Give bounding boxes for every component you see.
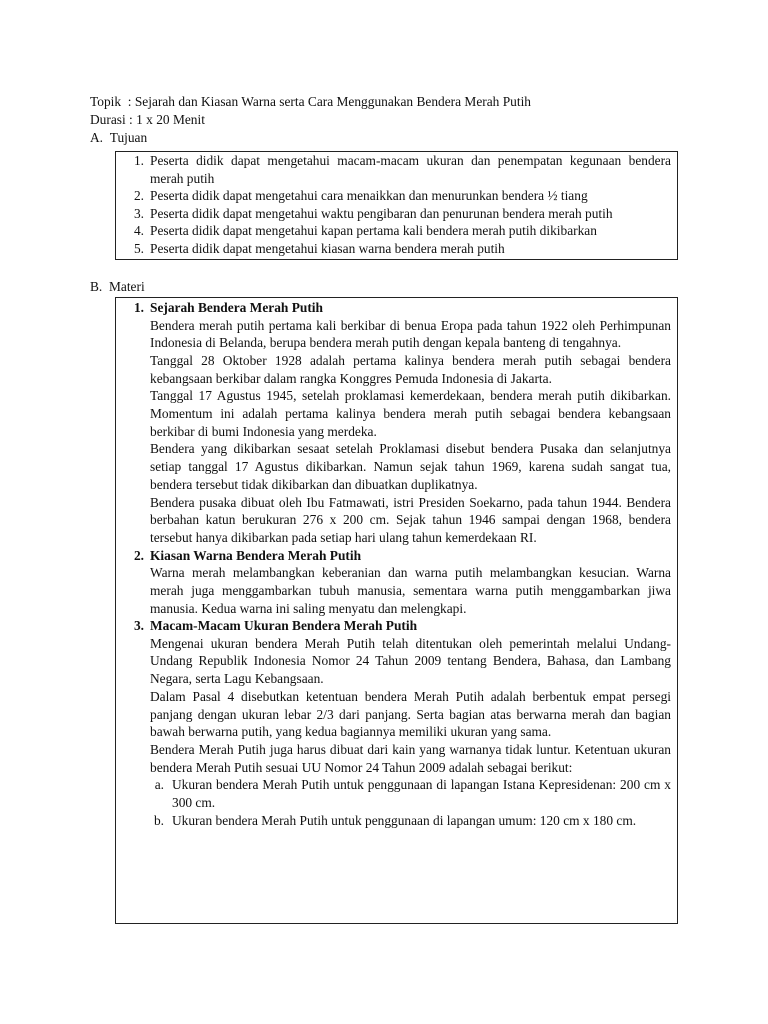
duration-line: Durasi : 1 x 20 Menit xyxy=(90,112,205,127)
list-letter: a. xyxy=(154,777,164,793)
objectives-box xyxy=(115,151,678,260)
paragraph: Warna merah melambangkan keberanian dan warna putih melambangkan kesucian. Warna merah juga menggambarkan tubuh manusia, sementara warna putih menggambarkan jiwa manusia. Kedua warna ini saling menyatu dan melengkapi. xyxy=(150,565,671,616)
subsection-num: 3. xyxy=(133,618,144,634)
section-b-letter: B. xyxy=(90,279,103,294)
materials-box xyxy=(115,297,678,924)
list-item xyxy=(150,776,671,811)
objective-item xyxy=(118,205,671,223)
list-item xyxy=(150,812,671,830)
objective-item xyxy=(118,240,671,258)
objective-text: Peserta didik dapat mengetahui cara menaikkan dan menurunkan bendera ½ tiang xyxy=(150,188,588,203)
paragraph: Bendera yang dikibarkan sesaat setelah Proklamasi disebut bendera Pusaka dan selanjutnya setiap tanggal 17 Agustus dikibarkan. Namun sejak tahun 1969, karena sudah sangat tua, bendera tersebut tidak dikibarkan dan dibuatkan duplikatnya. xyxy=(150,441,671,492)
paragraph: Bendera Merah Putih juga harus dibuat dari kain yang warnanya tidak luntur. Ketentuan ukuran bendera Merah Putih sesuai UU Nomor 24 Tahun 2009 adalah sebagai berikut: xyxy=(150,741,671,775)
section-b-heading xyxy=(90,278,145,296)
objective-text: Peserta didik dapat mengetahui waktu pengibaran dan penurunan bendera merah putih xyxy=(150,205,613,221)
paragraph: Dalam Pasal 4 disebutkan ketentuan bendera Merah Putih adalah berbentuk empat persegi panjang dengan ukuran lebar 2/3 dari panjang. Serta bagian atas berwarna merah dan bagian bawah berwarna putih, yang kedua bagiannya memiliki ukuran yang sama. xyxy=(150,688,671,740)
paragraph: Tanggal 17 Agustus 1945, setelah proklamasi kemerdekaan, bendera merah putih dikibarkan. Momentum ini adalah pertama kalinya bendera merah putih sebagai bendera kebangsaan berkibar di bumi Indonesia yang merdeka. xyxy=(150,388,671,439)
objective-num: 1. xyxy=(133,153,144,168)
paragraph: Bendera pusaka dibuat oleh Ibu Fatmawati, istri Presiden Soekarno, pada tahun 1944. Bendera berbahan katun berukuran 276 x 200 cm. Sejak tahun 1946 sampai dengan 1968, bendera tersebut hanya dikibarkan pada setiap hari ulang tahun kemerdekaan RI. xyxy=(150,494,671,545)
objective-num: 3. xyxy=(133,205,144,221)
objective-item xyxy=(118,187,671,205)
objective-num: 5. xyxy=(133,240,144,256)
objective-num: 2. xyxy=(133,188,144,203)
topic-value: : Sejarah dan Kiasan Warna serta Cara Menggunakan Bendera Merah Putih xyxy=(127,94,531,109)
paragraph: Tanggal 28 Oktober 1928 adalah pertama kalinya bendera merah putih sebagai bendera kebangsaan berkibar dalam rangka Konggres Pemuda Indonesia di Jakarta. xyxy=(150,352,671,386)
list-text: Ukuran bendera Merah Putih untuk penggunaan di lapangan Istana Kepresidenan: 200 cm x 300 cm. xyxy=(172,777,671,811)
section-a-title: Tujuan xyxy=(109,130,148,145)
subsection-title: Sejarah Bendera Merah Putih xyxy=(150,300,323,315)
paragraph: Mengenai ukuran bendera Merah Putih telah ditentukan oleh pemerintah melalui Undang-Undang Republik Indonesia Nomor 24 Tahun 2009 tentang Bendera, Bahasa, dan Lambang Negara, serta Lagu Kebangsaan. xyxy=(150,635,671,687)
materi-subsection-colors xyxy=(118,547,671,618)
topic-label: Topik xyxy=(90,94,122,109)
objective-item xyxy=(118,222,671,240)
subsection-num: 1. xyxy=(133,300,144,315)
subsection-title: Macam-Macam Ukuran Bendera Merah Putih xyxy=(150,618,418,634)
subsection-title: Kiasan Warna Bendera Merah Putih xyxy=(150,547,362,563)
list-text: Ukuran bendera Merah Putih untuk penggunaan di lapangan umum: 120 cm x 180 cm. xyxy=(172,812,637,828)
section-b-title: Materi xyxy=(108,279,145,294)
paragraph: Bendera merah putih pertama kali berkibar di benua Eropa pada tahun 1922 oleh Perhimpunan Indonesia di Belanda, berupa bendera merah putih dengan kepala banteng di tengahnya. xyxy=(150,317,671,351)
topic-line xyxy=(90,93,531,111)
list-letter: b. xyxy=(153,812,164,828)
objective-text: Peserta didik dapat mengetahui kiasan warna bendera merah putih xyxy=(150,240,505,256)
objective-text: Peserta didik dapat mengetahui macam-macam ukuran dan penempatan kegunaan bendera merah putih xyxy=(150,153,671,186)
objective-num: 4. xyxy=(133,223,144,238)
section-a-letter: A. xyxy=(90,130,104,145)
objective-text: Peserta didik dapat mengetahui kapan pertama kali bendera merah putih dikibarkan xyxy=(150,223,597,238)
subsection-num: 2. xyxy=(133,547,144,563)
materi-subsection-history xyxy=(118,299,671,547)
materi-subsection-sizes xyxy=(118,617,671,829)
objective-item xyxy=(118,152,671,187)
section-a-heading xyxy=(90,129,147,147)
